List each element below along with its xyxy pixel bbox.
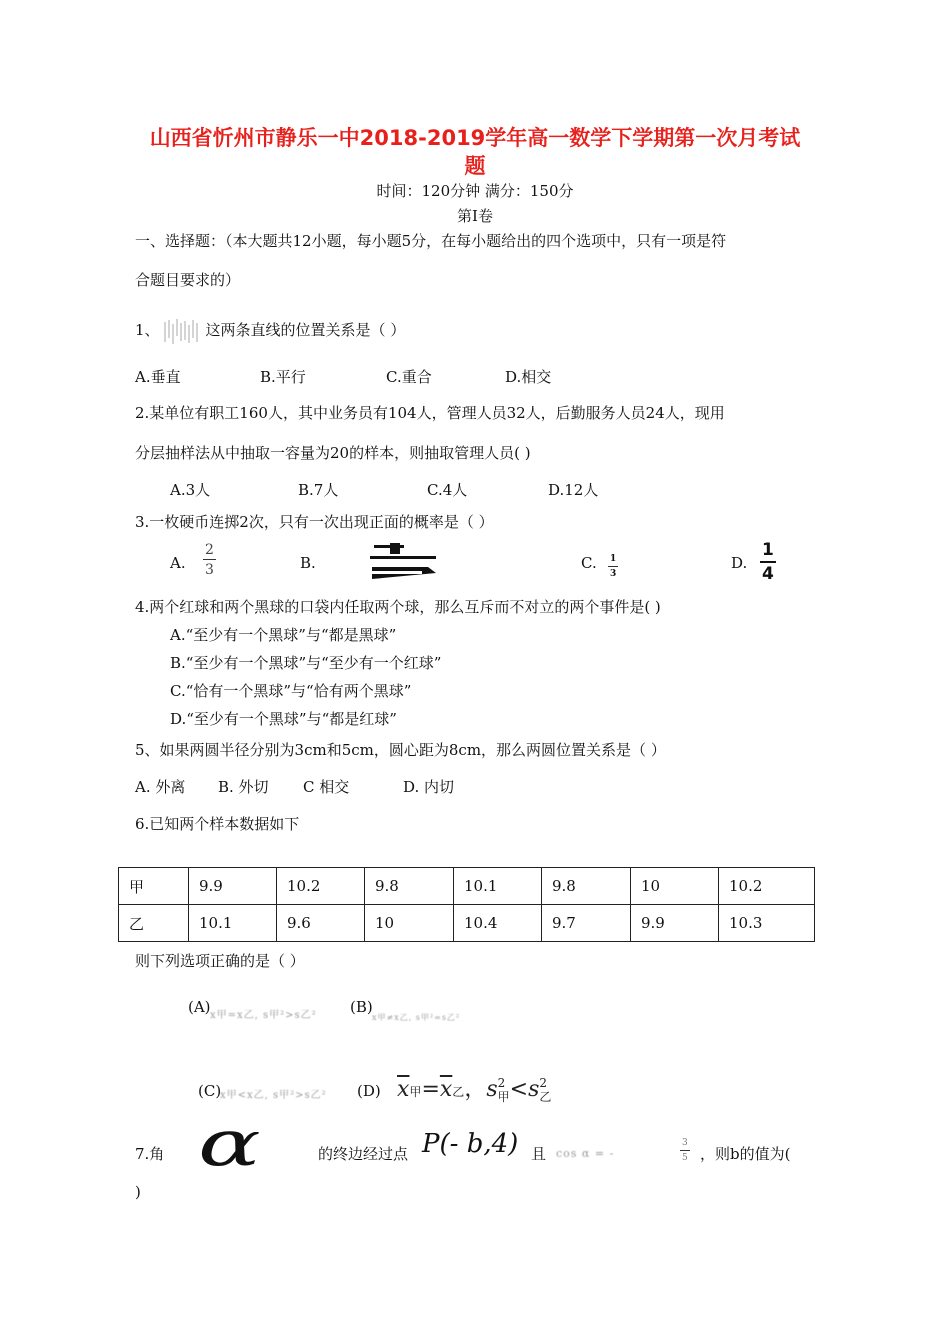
q6-option-d-label: (D) [357, 1082, 381, 1100]
table-cell: 9.8 [542, 868, 631, 905]
fraction-denominator: 5 [682, 1153, 688, 1163]
cos-fraction [680, 1138, 690, 1163]
q3-option-c-label: C. [581, 554, 597, 572]
table-row [119, 868, 815, 905]
section-heading: 一、选择题：（本大题共12小题，每小题5分，在每小题给出的四个选项中，只有一项是符 [135, 232, 727, 250]
table-cell: 10.1 [454, 868, 542, 905]
question-2-continued: 分层抽样法从中抽取一容量为20的样本，则抽取管理人员( ) [135, 444, 531, 462]
q5-option-c: C 相交 [303, 778, 350, 796]
comma: ， [464, 1077, 487, 1102]
q1-option-d: D.相交 [505, 368, 552, 386]
superscript-2: 2 [497, 1075, 506, 1090]
table-cell: 甲 [119, 868, 189, 905]
table-cell: 10.3 [719, 905, 815, 942]
question-number: 1、 [135, 321, 160, 339]
less-than-symbol: < [509, 1077, 529, 1102]
q3-option-a-fraction [203, 542, 216, 577]
table-cell: 10 [631, 868, 719, 905]
subscript-yi: 乙 [539, 1090, 552, 1104]
question-7-paren: ) [135, 1183, 141, 1201]
table-cell: 9.7 [542, 905, 631, 942]
question-7-text-and: 且 [531, 1145, 547, 1163]
q1-option-c: C.重合 [386, 368, 432, 386]
q6-option-a-expression: x甲=x乙, s甲²>s乙² [210, 1010, 317, 1021]
subscript-yi: 乙 [452, 1085, 465, 1099]
question-stem: 这两条直线的位置关系是（ ） [205, 321, 406, 339]
question-7-label: 7.角 [135, 1145, 165, 1163]
question-6: 6.已知两个样本数据如下 [135, 815, 300, 833]
fraction-denominator: 4 [762, 564, 774, 584]
mean-symbol: $\overline{x}$ [397, 1077, 410, 1102]
cos-expression: cos α = - [556, 1147, 615, 1160]
table-cell: 10.4 [454, 905, 542, 942]
q6-option-b-expression: x甲≠x乙, s甲²=s乙² [372, 1013, 461, 1022]
q4-option-d: D.“至少有一个黑球”与“都是红球” [170, 710, 397, 728]
q3-option-b-label: B. [300, 554, 316, 572]
q4-option-c: C.“恰有一个黑球”与“恰有两个黑球” [170, 682, 412, 700]
fraction-numerator: 3 [680, 1139, 690, 1151]
question-1 [135, 316, 405, 346]
superscript-2: 2 [539, 1075, 548, 1090]
q6-option-b-label: (B) [350, 998, 373, 1016]
mean-symbol: $\overline{x}$ [439, 1077, 453, 1102]
fraction-numerator: 1 [608, 555, 618, 567]
question-7-text-end: ，则b的值为( [700, 1145, 791, 1163]
table-cell: 10.2 [277, 868, 365, 905]
document-title: 山西省忻州市静乐一中2018-2019学年高一数学下学期第一次月考试 [149, 126, 801, 150]
q4-option-a: A.“至少有一个黑球”与“都是黑球” [170, 626, 397, 644]
table-cell: 10.1 [189, 905, 277, 942]
fraction-numerator: 2 [205, 542, 214, 558]
fraction-denominator: 3 [610, 569, 617, 579]
volume-label: 第Ⅰ卷 [457, 207, 493, 225]
q5-option-b: B. 外切 [218, 778, 269, 796]
equals-symbol: = [421, 1077, 440, 1102]
variance-symbol: s [528, 1077, 540, 1102]
subscript-jia: 甲 [497, 1090, 510, 1104]
q6-option-c-expression: x甲<x乙, s甲²>s乙² [220, 1090, 327, 1101]
table-cell: 9.6 [277, 905, 365, 942]
q6-option-c-label: (C) [198, 1082, 222, 1100]
q5-option-d: D. 内切 [403, 778, 455, 796]
q1-option-a: A.垂直 [135, 368, 181, 386]
document-title-continued: 题 [464, 154, 486, 178]
q2-option-a: A.3人 [170, 481, 211, 499]
q3-option-a-label: A. [170, 554, 186, 572]
table-cell: 10.2 [719, 868, 815, 905]
section-heading-continued: 合题目要求的） [135, 271, 241, 289]
q3-option-d-fraction [760, 540, 776, 583]
question-3: 3.一枚硬币连掷2次，只有一次出现正面的概率是（ ） [135, 513, 494, 531]
q3-option-c-fraction [608, 554, 618, 579]
q2-option-d: D.12人 [548, 481, 599, 499]
q6-option-d-expression [397, 1072, 551, 1104]
q3-option-b-image [368, 543, 440, 585]
table-row [119, 905, 815, 942]
q6-option-a-label: (A) [188, 998, 211, 1016]
table-cell: 10 [365, 905, 454, 942]
subscript-jia: 甲 [409, 1085, 422, 1099]
q2-option-b: B.7人 [298, 481, 339, 499]
equation-image [162, 316, 204, 346]
table-cell: 乙 [119, 905, 189, 942]
question-5: 5、如果两圆半径分别为3cm和5cm，圆心距为8cm，那么两圆位置关系是（ ） [135, 741, 666, 759]
question-2: 2.某单位有职工160人，其中业务员有104人，管理人员32人，后勤服务人员24人，现用 [135, 404, 725, 422]
q4-option-b: B.“至少有一个黑球”与“至少有一个红球” [170, 654, 442, 672]
fraction-numerator: 1 [760, 542, 776, 563]
variance-symbol: s [486, 1077, 498, 1102]
table-cell: 9.9 [631, 905, 719, 942]
table-cell: 9.8 [365, 868, 454, 905]
alpha-symbol: α [198, 1107, 261, 1181]
table-cell: 9.9 [189, 868, 277, 905]
sample-data-table [118, 867, 815, 942]
point-expression: P(- b,4) [422, 1129, 519, 1159]
q3-option-d-label: D. [731, 554, 748, 572]
question-4: 4.两个红球和两个黑球的口袋内任取两个球，那么互斥而不对立的两个事件是( ) [135, 598, 661, 616]
q5-option-a: A. 外离 [135, 778, 186, 796]
question-6-prompt: 则下列选项正确的是（ ） [135, 952, 305, 970]
question-7-text: 的终边经过点 [318, 1145, 409, 1163]
q2-option-c: C.4人 [427, 481, 468, 499]
q1-option-b: B.平行 [260, 368, 306, 386]
fraction-denominator: 3 [205, 562, 214, 578]
exam-time-score: 时间：120分钟 满分：150分 [376, 182, 574, 200]
